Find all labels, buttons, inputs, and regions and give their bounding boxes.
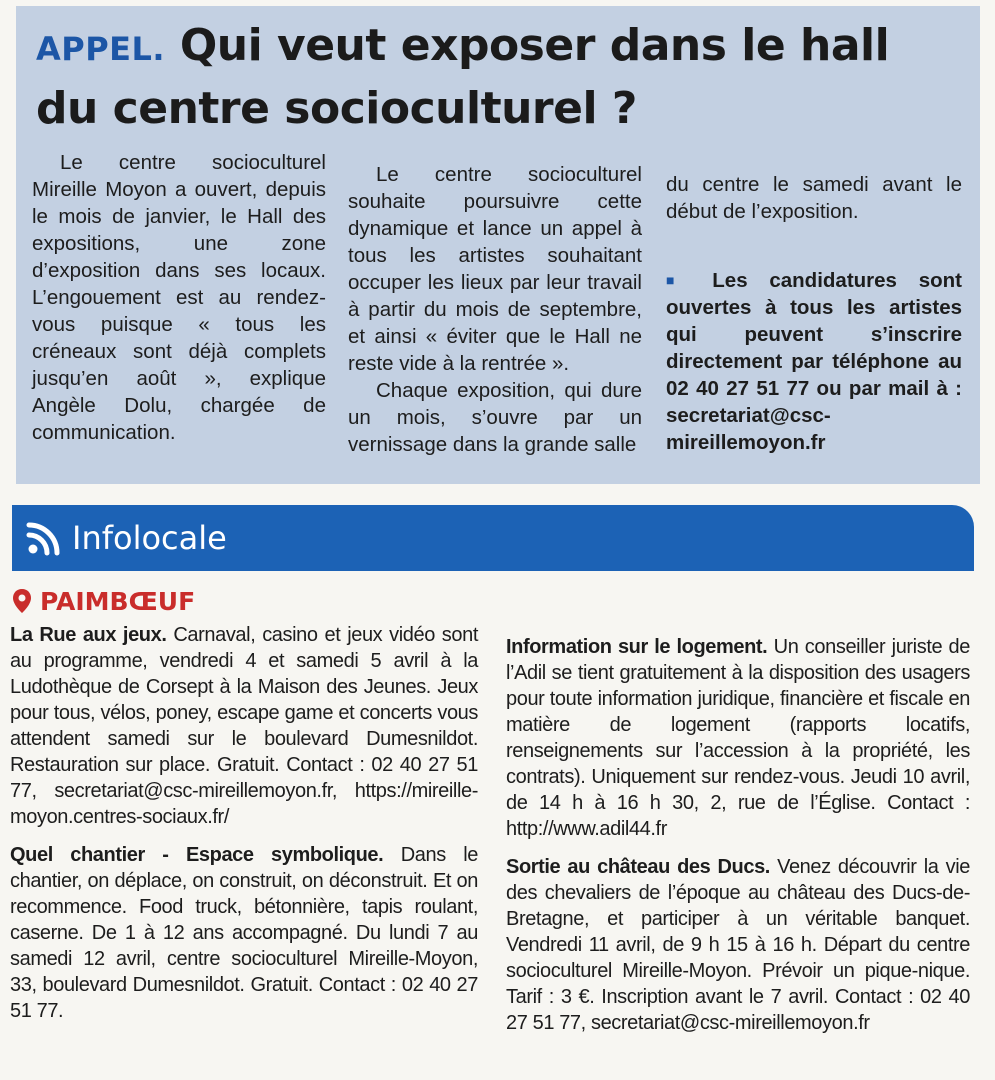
item-title: La Rue aux jeux.: [10, 624, 167, 646]
article-callout: [666, 267, 962, 456]
item-title: Quel chantier - Espace symbolique.: [10, 844, 384, 866]
item-title: Sortie au château des Ducs.: [506, 856, 770, 878]
list-item: [10, 622, 478, 830]
article-kicker: APPEL.: [36, 30, 166, 68]
article-paragraph: Chaque exposition, qui dure un mois, s’ouvre par un vernissage dans la grande salle: [348, 379, 642, 456]
infolocale-title: Infolocale: [72, 519, 227, 557]
article-headline: [36, 16, 956, 139]
list-item: [506, 634, 970, 842]
item-body: Carnaval, casino et jeux vidéo sont au programme, vendredi 4 et samedi 5 avril à la Ludothèque de Corsept à la Maison des Jeunes. Jeux pour tous, vélos, poney, escape game et concerts vous attendent samedi sur le boulevard Dumesnildot. Restauration sur place. Gratuit. Contact : 02 40 27 51 77, secretariat@csc-mireillemoyon.fr, https://mireille-moyon.centres-sociaux.fr/: [10, 624, 478, 828]
article-paragraph: du centre le samedi avant le début de l’exposition.: [666, 173, 962, 223]
bullet-square-icon: ■: [666, 272, 691, 288]
rss-feed-icon: [26, 520, 62, 556]
article-column-1: [32, 149, 326, 446]
item-title: Information sur le logement.: [506, 636, 768, 658]
article-paragraph: Le centre socioculturel Mireille Moyon a ouvert, depuis le mois de janvier, le Hall des expositions, une zone d’exposition dans ses locaux. L’engouement est au rendez-vous puisque « tous les créneaux sont déjà complets jusqu’en août », explique Angèle Dolu, chargée de communication.: [32, 151, 326, 444]
article-callout-text: Les candidatures sont ouvertes à tous les artistes qui peuvent s’inscrire directement par téléphone au 02 40 27 51 77 ou par mail à : secretariat@csc-mireillemoyon.fr: [666, 269, 962, 454]
infolocale-banner: [12, 505, 974, 571]
infolocale-column-right: [506, 634, 970, 1048]
list-item: [10, 842, 478, 1024]
article-column-3: [666, 171, 962, 456]
item-body: Un conseiller juriste de l’Adil se tient gratuitement à la disposition des usagers pour toute information juridique, financière et fiscale en matière de logement (rapports locatifs, renseignements sur l’accession à la propriété, les contrats). Uniquement sur rendez-vous. Jeudi 10 avril, de 14 h à 16 h 30, 2, rue de l’Église. Contact : http://www.adil44.fr: [506, 636, 971, 840]
town-name: PAIMBŒUF: [40, 586, 196, 616]
appel-article: [16, 6, 980, 484]
item-body: Venez découvrir la vie des chevaliers de l’époque au château des Ducs-de-Bretagne, et participer à un véritable banquet. Vendredi 11 avril, de 9 h 15 à 16 h. Départ du centre socioculturel Mireille-Moyon. Prévoir un pique-nique. Tarif : 3 €. Inscription avant le 7 avril. Contact : 02 40 27 51 77, secretariat@csc-mireillemoyon.fr: [506, 856, 970, 1034]
infolocale-column-left: [10, 622, 478, 1036]
town-heading: [12, 583, 195, 619]
article-paragraph: Le centre socioculturel souhaite poursuivre cette dynamique et lance un appel à tous les artistes souhaitant occuper les lieux par leur travail à partir du mois de septembre, et ainsi « éviter que le Hall ne reste vide à la rentrée ».: [348, 163, 642, 375]
article-column-2: [348, 161, 642, 458]
item-body: Dans le chantier, on déplace, on construit, on déconstruit. Et on recommence. Food truck, bétonnière, tapis roulant, caserne. De 1 à 12 ans accompagné. Du lundi 7 au samedi 12 avril, centre socioculturel Mireille-Moyon, 33, boulevard Dumesnildot. Gratuit. Contact : 02 40 27 51 77.: [10, 844, 478, 1022]
article-title: Qui veut exposer dans le hall du centre socioculturel ?: [36, 20, 890, 134]
list-item: [506, 854, 970, 1036]
map-pin-icon: [12, 588, 32, 614]
